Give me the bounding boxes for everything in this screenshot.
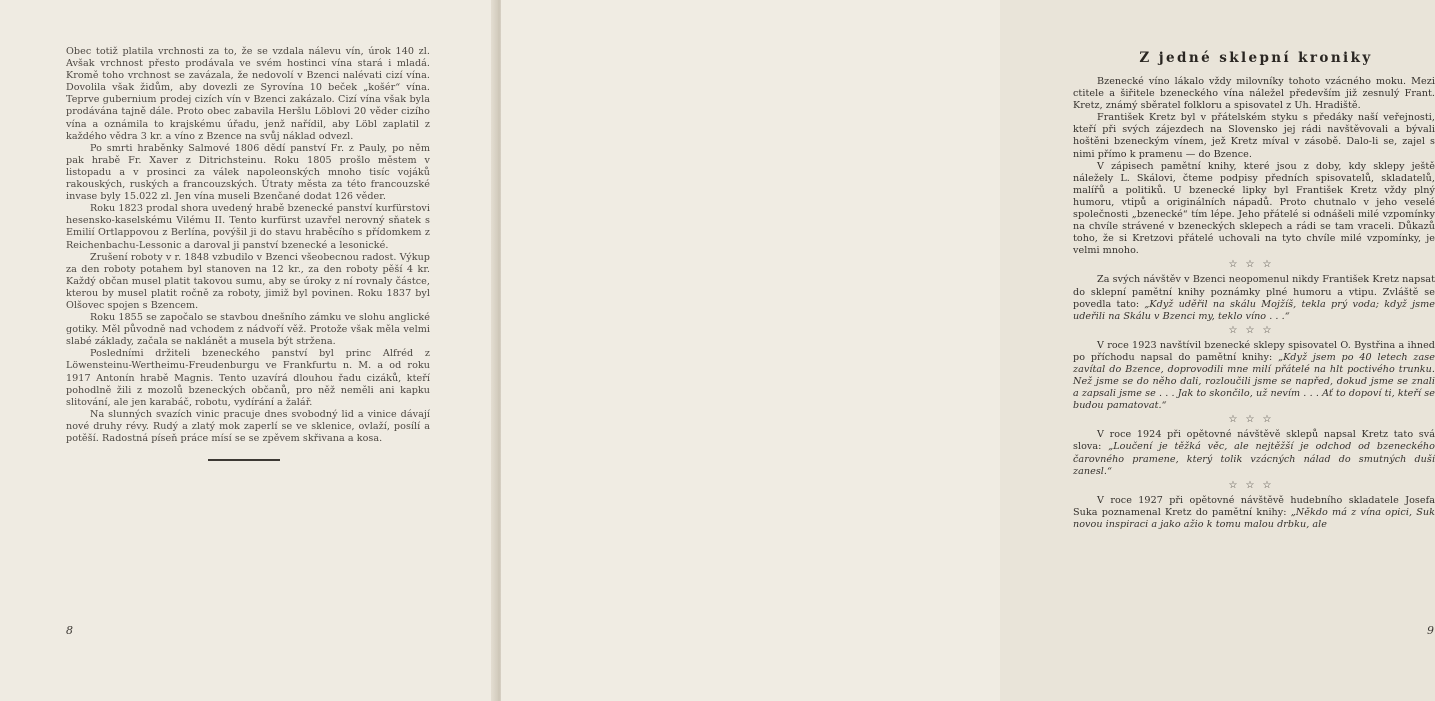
paragraph-text: Za svých návštěv v Bzenci neopomenul nikdy František Kretz napsat do sklepní pamětní knihy poznámky plné humoru a vtipu. Zvláště se povedla tato: — [1073, 274, 1435, 310]
chapter-title: Z jedné sklepní kroniky — [1139, 50, 1373, 66]
left-paragraph-6: Posledními držiteli bzeneckého panství byl princ Alfréd z Löwensteinu-Wertheimu-Freudenburgu ve Frankfurtu n. M. a od roku 1917 Antonín hrabě Magnis. Tento uzavírá dlouhou řadu cizáků, kteří pohodlně žili z mozolů bzeneckých občanů, pro něž neměli ani kapku slitování, ale jen karabáč, robotu, vydírání a žalář. — [66, 348, 430, 408]
right-paragraph-6 — [1073, 429, 1435, 477]
left-paragraph-3: Roku 1823 prodal shora uvedený hrabě bzenecké panství kurfürstovi hesensko-kaselskému Vilému II. Tento kurfürst uzavřel nerovný sňatek s Emilií Ortlappovou z Berlína, povýšil ji do stavu hraběcího s přídomkem z Reichenbachu-Lessonic a daroval ji panství bzenecké a lesonické. — [66, 203, 430, 251]
right-paragraph-4 — [1073, 274, 1435, 322]
paragraph-text: V roce 1927 při opětovné návštěvě hudebního skladatele Josefa Suka poznamenal Kretz do pamětní knihy: — [1073, 494, 1435, 518]
quote: „Někdo má z vína opici, Suk novou inspiraci a jako ažio k tomu malou drbku, ale — [1073, 506, 1435, 530]
quote: „Loučení je těžká věc, ale nejtěžší je odchod od bzeneckého čarovného pramene, který tolik vzácných nálad do smutných duší zanesl.“ — [1073, 441, 1435, 477]
right-paragraph-7 — [1073, 495, 1435, 531]
left-text-column — [66, 46, 430, 461]
star-separator: ☆☆☆ — [1228, 414, 1280, 426]
star-separator: ☆☆☆ — [1228, 324, 1280, 336]
end-rule — [208, 459, 280, 461]
right-paragraph-5 — [1073, 340, 1435, 413]
star-separator: ☆☆☆ — [1228, 479, 1280, 491]
right-text-column — [1073, 50, 1435, 531]
right-paragraph-2: František Kretz byl v přátelském styku s předáky naší veřejnosti, kteří při svých zájezdech na Slovensko jej rádi navštěvovali a bývali hoštěni bzeneckým vínem, jež Kretz míval v zásobě. Dalo-li se, zajel s nimi přímo k pramenu — do Bzence. — [1073, 112, 1435, 160]
left-paragraph-1: Obec totiž platila vrchnosti za to, že se vzdala nálevu vín, úrok 140 zl. Avšak vrchnost přesto prodávala ve svém hostinci vína stará i mladá. Kromě toho vrchnost se zavázala, že nedovolí v Bzenci nalévati cizí vína. Dovolila však židům, aby dovezli ze Syrovína 10 beček „košér“ vína. Teprve gubernium prodej cizích vín v Bzenci zakázalo. Cizí vína však byla prodávána tajně dále. Proto obec zabavila Heršlu Löblovi 20 věder cizího vína a oznámila to krajskému úřadu, jenž nařídil, aby Löbl zaplatil z každého vědra 3 kr. a víno z Bzence na svůj náklad odvezl. — [66, 46, 430, 142]
quote: „Když uděřil na skálu Mojžíš, tekla prý voda; když jsme udeřili na Skálu v Bzenci my, teklo víno . . .“ — [1073, 298, 1435, 322]
right-paragraph-3: V zápisech pamětní knihy, které jsou z doby, kdy sklepy ještě náležely L. Skálovi, čteme podpisy předních spisovatelů, skladatelů, malířů a politiků. U bzenecké lipky byl František Kretz vždy plný humoru, vtipů a originálních nápadů. Proto chutnalo v jeho veselé společnosti „bzenecké“ tím lépe. Jeho přátelé si odnášeli milé vzpomínky na chvíle strávené v bzeneckých sklepech a rádi se tam vraceli. Důkazů toho, že si Kretzovi přátelé uchovali na tyto chvíle milé vzpomínky, je velmi mnoho. — [1073, 160, 1435, 257]
right-page — [501, 0, 1435, 701]
left-paragraph-5: Roku 1855 se započalo se stavbou dnešního zámku ve slohu anglické gotiky. Měl původně nad vchodem z nádvoří věž. Protože však měla velmi slabé základy, začala se naklánět a musela být stržena. — [66, 312, 430, 348]
left-page — [0, 0, 497, 701]
left-paragraph-4: Zrušení roboty v r. 1848 vzbudilo v Bzenci všeobecnou radost. Výkup za den roboty potahem byl stanoven na 12 kr., za den roboty pěší 4 kr. Každý občan musel platit takovou sumu, aby se úroky z ní rovnaly částce, kterou by musel platit ročně za roboty, jimiž byl povinen. Roku 1837 byl Olšovec spojen s Bzencem. — [66, 251, 430, 311]
quote: „Když jsem po 40 letech zase zavítal do Bzence, doprovodili mne milí přátelé na hlt poctivého trunku. Než jsme se do něho dali, rozloučili jsme se napřed, dokud jsme se znali a zapsali jsme se . . . Jak to skončilo, už nevím . . . Ať to dopoví ti, kteří se budou pamatovat.“ — [1073, 351, 1435, 412]
paragraph-text: V roce 1924 při opětovné návštěvě sklepů napsal Kretz tato svá slova: — [1073, 429, 1435, 453]
star-separator: ☆☆☆ — [1228, 259, 1280, 271]
page-number-right: 9 — [1427, 624, 1434, 637]
right-paragraph-intro: Bzenecké víno lákalo vždy milovníky tohoto vzácného moku. Mezi ctitele a šiřitele bzeneckého vína náležel především již zesnulý Frant. Kretz, známý sběratel folkloru a spisovatel z Uh. Hradiště. — [1073, 76, 1435, 112]
left-paragraph-7: Na slunných svazích vinic pracuje dnes svobodný lid a vinice dávají nové druhy révy. Rudý a zlatý mok zaperlí se ve sklenice, ovlaží, posílí a potěší. Radostná píseň práce mísí se se zpěvem skřivana a kosa. — [66, 408, 430, 444]
paragraph-text: V roce 1923 navštívil bzenecké sklepy spisovatel O. Bystřina a ihned po příchodu napsal do pamětní knihy: — [1073, 339, 1435, 363]
left-paragraph-2: Po smrti hraběnky Salmové 1806 dědí panství Fr. z Pauly, po něm pak hrabě Fr. Xaver z Ditrichsteinu. Roku 1805 prošlo městem v listopadu a v prosinci za válek napoleonských mnoho tisíc vojáků rakouských, ruských a francouzských. Útraty města za této francouzské invase byly 15.022 zl. Jen vína museli Bzenčané dodat 126 věder. — [66, 142, 430, 203]
page-number-left: 8 — [66, 624, 73, 637]
